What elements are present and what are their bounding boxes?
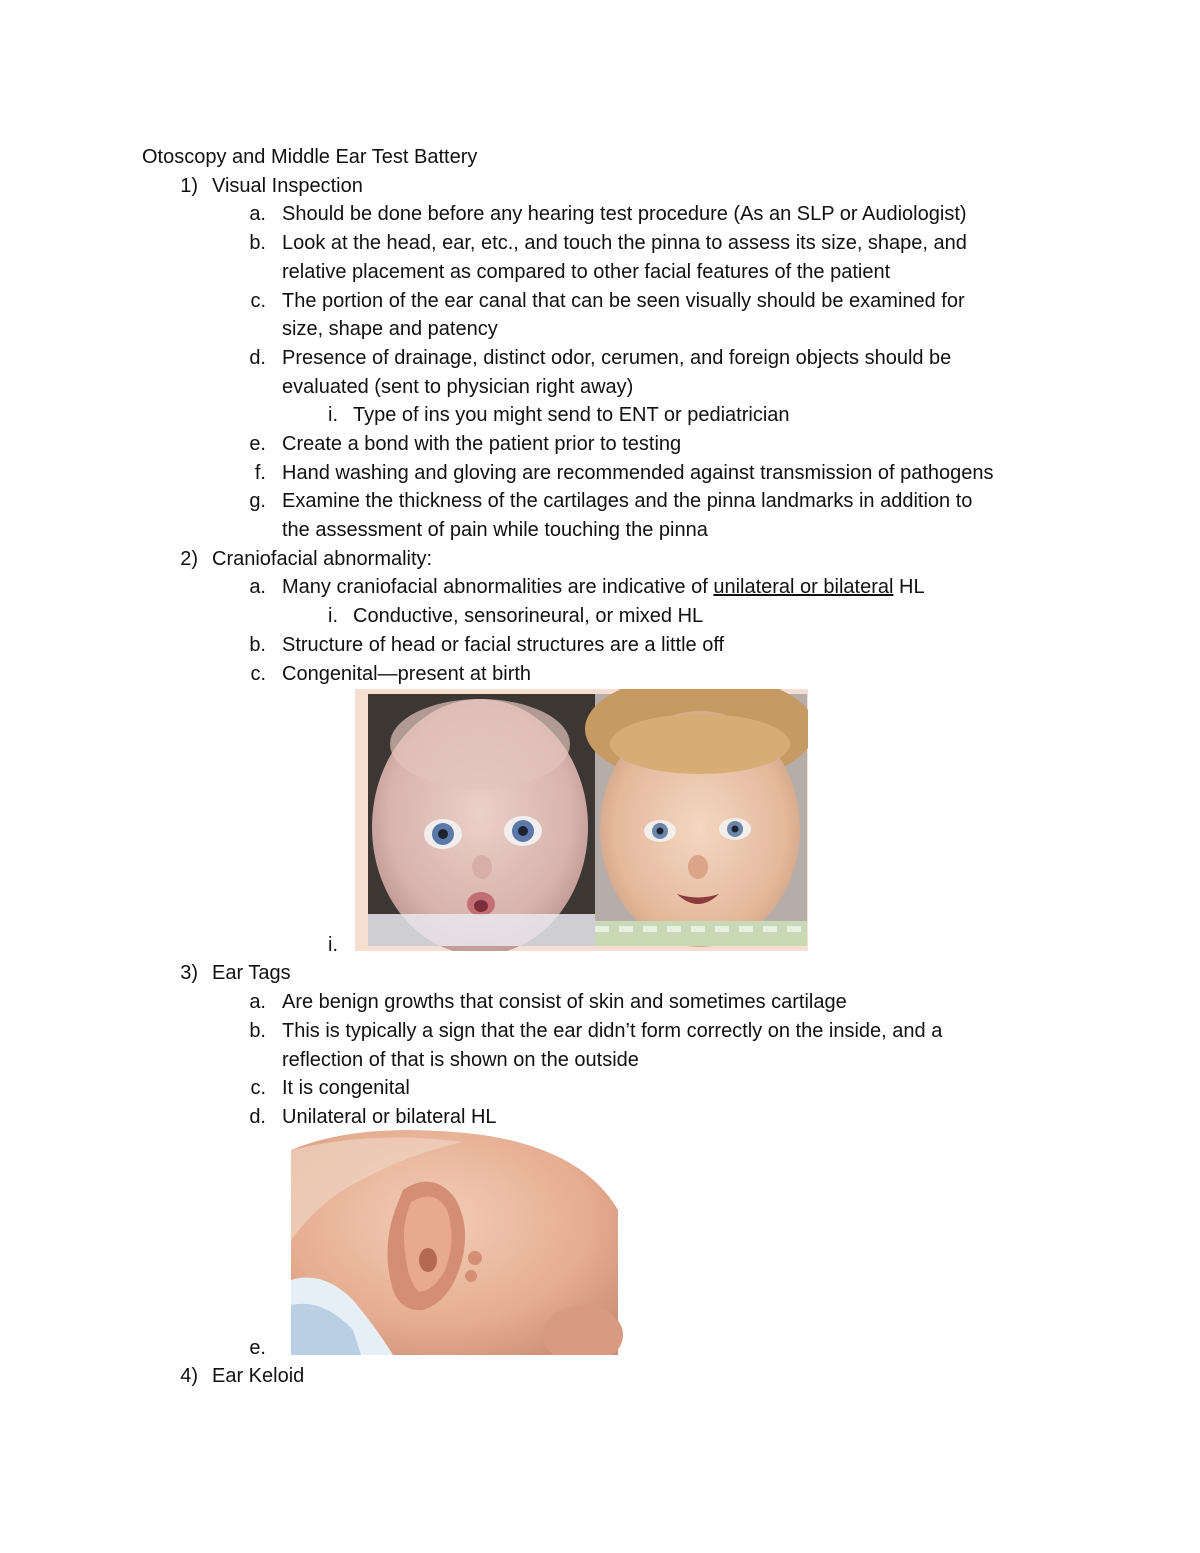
item-text: Are benign growths that consist of skin and sometimes cartilage: [282, 991, 847, 1013]
item-text: Hand washing and gloving are recommended against transmission of pathogens: [282, 462, 994, 484]
item-text: This is typically a sign that the ear didn’t form correctly on the inside, and a: [282, 1020, 943, 1042]
ear-tag-photo-illustration: [283, 1130, 623, 1355]
item-marker: c.: [250, 290, 266, 312]
item-marker: a.: [249, 991, 266, 1013]
section-marker: 2): [180, 548, 198, 570]
item-text: Congenital—present at birth: [282, 663, 532, 685]
section-heading: Ear Tags: [212, 962, 291, 984]
image-item-marker: i.: [328, 934, 338, 956]
item-text: Look at the head, ear, etc., and touch the pinna to assess its size, shape, and: [282, 232, 967, 254]
item-text: Presence of drainage, distinct odor, cerumen, and foreign objects should be: [282, 347, 952, 369]
item-marker: a.: [249, 576, 266, 598]
item-text: [282, 573, 925, 601]
section-marker: 4): [180, 1365, 198, 1387]
item-text-continued: size, shape and patency: [282, 318, 498, 340]
item-marker: c.: [250, 663, 266, 685]
item-text-post: HL: [893, 576, 925, 598]
subitem-marker: i.: [328, 404, 338, 426]
item-marker: g.: [249, 490, 266, 512]
image-item-marker: e.: [249, 1337, 266, 1359]
item-marker: d.: [249, 347, 266, 369]
section-heading: Ear Keloid: [212, 1365, 305, 1387]
section-marker: 1): [180, 175, 198, 197]
item-text: Examine the thickness of the cartilages and the pinna landmarks in addition to: [282, 490, 973, 512]
item-marker: d.: [249, 1106, 266, 1128]
ear-tag-photo: [283, 1130, 623, 1355]
item-text: Unilateral or bilateral HL: [282, 1106, 497, 1128]
item-marker: f.: [254, 462, 266, 484]
section-marker: 3): [180, 962, 198, 984]
item-text-continued: relative placement as compared to other facial features of the patient: [282, 261, 891, 283]
craniofacial-photo: [355, 689, 808, 951]
item-text: The portion of the ear canal that can be seen visually should be examined for: [282, 290, 965, 312]
item-text: Structure of head or facial structures are a little off: [282, 634, 725, 656]
item-marker: b.: [249, 634, 266, 656]
underlined-text: unilateral or bilateral: [713, 576, 894, 598]
item-marker: b.: [249, 1020, 266, 1042]
subitem-marker: i.: [328, 605, 338, 627]
document-title: Otoscopy and Middle Ear Test Battery: [142, 146, 478, 168]
item-marker: a.: [249, 203, 266, 225]
item-marker: e.: [249, 433, 266, 455]
item-text: Create a bond with the patient prior to testing: [282, 433, 682, 455]
item-marker: b.: [249, 232, 266, 254]
craniofacial-photo-illustration: [355, 689, 808, 951]
item-text-pre: Many craniofacial abnormalities are indicative of: [282, 576, 714, 598]
section-heading: Visual Inspection: [212, 175, 363, 197]
item-marker: c.: [250, 1077, 266, 1099]
section-heading: Craniofacial abnormality:: [212, 548, 433, 570]
subitem-text: Conductive, sensorineural, or mixed HL: [353, 605, 704, 627]
item-text: It is congenital: [282, 1077, 410, 1099]
item-text-continued: reflection of that is shown on the outside: [282, 1049, 639, 1071]
subitem-text: Type of ins you might send to ENT or pediatrician: [353, 404, 790, 426]
item-text-continued: evaluated (sent to physician right away): [282, 376, 634, 398]
item-text: Should be done before any hearing test procedure (As an SLP or Audiologist): [282, 203, 967, 225]
item-text-continued: the assessment of pain while touching the pinna: [282, 519, 708, 541]
